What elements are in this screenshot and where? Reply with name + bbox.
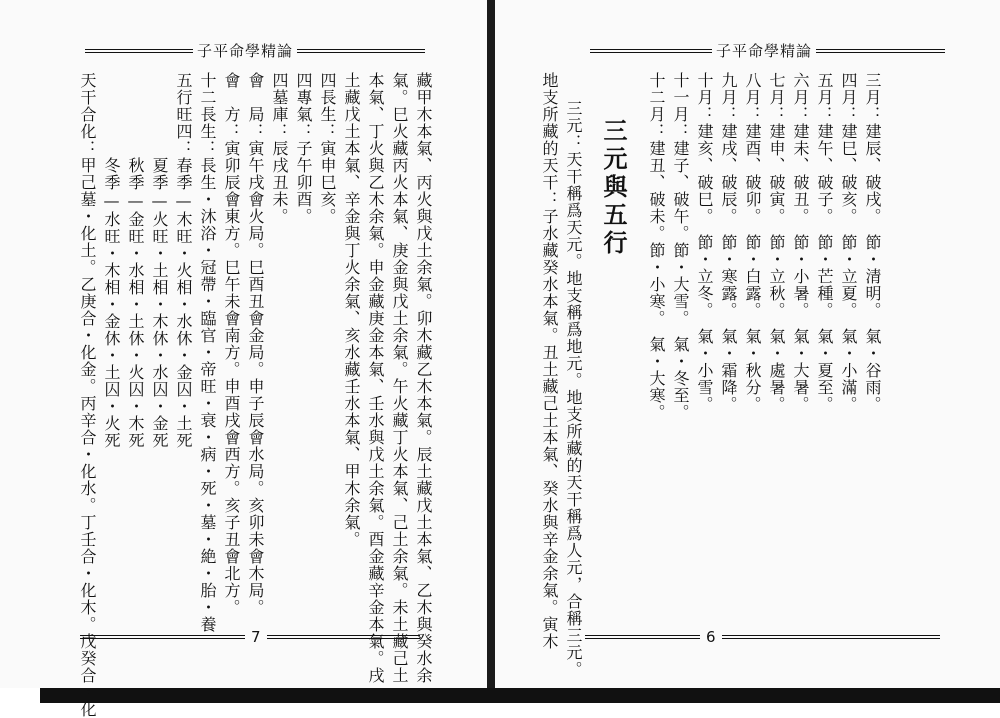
text-line: 地支所藏的天干：子水藏癸水本氣。丑土藏己土本氣、癸水與辛金余氣。寅木 bbox=[540, 72, 559, 650]
text-line: 本氣、丁火與乙木余氣。申金藏庚金本氣、壬水與戊土余氣。酉金藏辛金本氣。戌 bbox=[366, 72, 385, 684]
text-line: 四墓庫：辰戌丑未。 bbox=[270, 72, 289, 225]
month-line: 十一月：建子、破午。節・大雪。 氣・冬至。 bbox=[671, 72, 690, 421]
right-footer bbox=[585, 628, 940, 648]
header-title: 子平命學精論 bbox=[712, 42, 816, 60]
text-line: 會 局：寅午戌會火局。巳酉丑會金局。申子辰會水局。亥卯未會木局。 bbox=[246, 72, 265, 616]
page-number: 6 bbox=[700, 628, 722, 646]
text-line: 土藏戊土本氣、辛金與丁火余氣、亥水藏壬水本氣、甲木余氣。 bbox=[342, 72, 361, 548]
text-line: 四長生：寅申巳亥。 bbox=[318, 72, 337, 225]
text-line: 秋季—金旺・水相・土休・火囚・木死 bbox=[126, 72, 145, 449]
footer-rule bbox=[585, 635, 940, 639]
month-line: 七月：建申、破寅。 節・立秋。 氣・處暑。 bbox=[767, 72, 786, 413]
text-line: 冬季—水旺・木相・金休・土囚・火死 bbox=[102, 72, 121, 449]
text-line: 藏甲木本氣、丙火與戊土余氣。卯木藏乙木本氣。辰土藏戊土本氣、乙木與癸水余 bbox=[414, 72, 433, 684]
left-header bbox=[85, 42, 425, 62]
text-line: 三元：天干稱爲天元。地支稱爲地元。地支所藏的天干稱爲人元，合稱三元。 bbox=[564, 100, 583, 678]
text-line: 會 方：寅卯辰會東方。巳午未會南方。申酉戌會西方。亥子丑會北方。 bbox=[222, 72, 241, 616]
text-line: 夏季—火旺・土相・木休・水囚・金死 bbox=[150, 72, 169, 449]
left-page bbox=[0, 0, 487, 718]
month-line: 十月：建亥、破巳。 節・立冬。 氣・小雪。 bbox=[695, 72, 714, 413]
section-heading: 三元與五行 bbox=[599, 118, 628, 258]
month-line: 五月：建午、破子。 節・芒種。 氣・夏至。 bbox=[815, 72, 834, 413]
month-line: 六月：建未、破丑。 節・小暑。 氣・大暑。 bbox=[791, 72, 810, 413]
month-line: 三月：建辰、破戌。 節・清明。 氣・谷雨。 bbox=[863, 72, 882, 413]
right-header bbox=[590, 42, 945, 62]
text-line: 氣。巳火藏丙火本氣、庚金與戊土余氣。午火藏丁火本氣、己土余氣。未土藏己土 bbox=[390, 72, 409, 684]
month-line: 八月：建酉、破卯。 節・白露。 氣・秋分。 bbox=[743, 72, 762, 413]
text-line: 天干合化：甲己墓・化土。乙庚合・化金。丙辛合・化水。丁壬合・化木。戊癸合・化 bbox=[78, 72, 97, 718]
scan-shadow-bar bbox=[40, 688, 1000, 703]
month-line: 九月：建戌、破辰。 節・寒露。 氣・霜降。 bbox=[719, 72, 738, 413]
left-footer bbox=[80, 628, 420, 648]
text-line: 四專氣：子午卯酉。 bbox=[294, 72, 313, 225]
text-line: 五行旺四：春季—木旺・火相・水休・金囚・土死 bbox=[174, 72, 193, 449]
month-line: 十二月：建丑、破未。節・小寒。 氣・大寒。 bbox=[647, 72, 666, 421]
month-line: 四月：建巳、破亥。 節・立夏。 氣・小滿。 bbox=[839, 72, 858, 413]
page-number: 7 bbox=[245, 628, 267, 646]
text-line: 十二長生：長生・沐浴・冠帶・臨官・帝旺・衰・病・死・墓・絶・胎・養 bbox=[198, 72, 217, 633]
header-title: 子平命學精論 bbox=[193, 42, 297, 60]
book-spine bbox=[487, 0, 495, 703]
right-page bbox=[495, 0, 1000, 688]
